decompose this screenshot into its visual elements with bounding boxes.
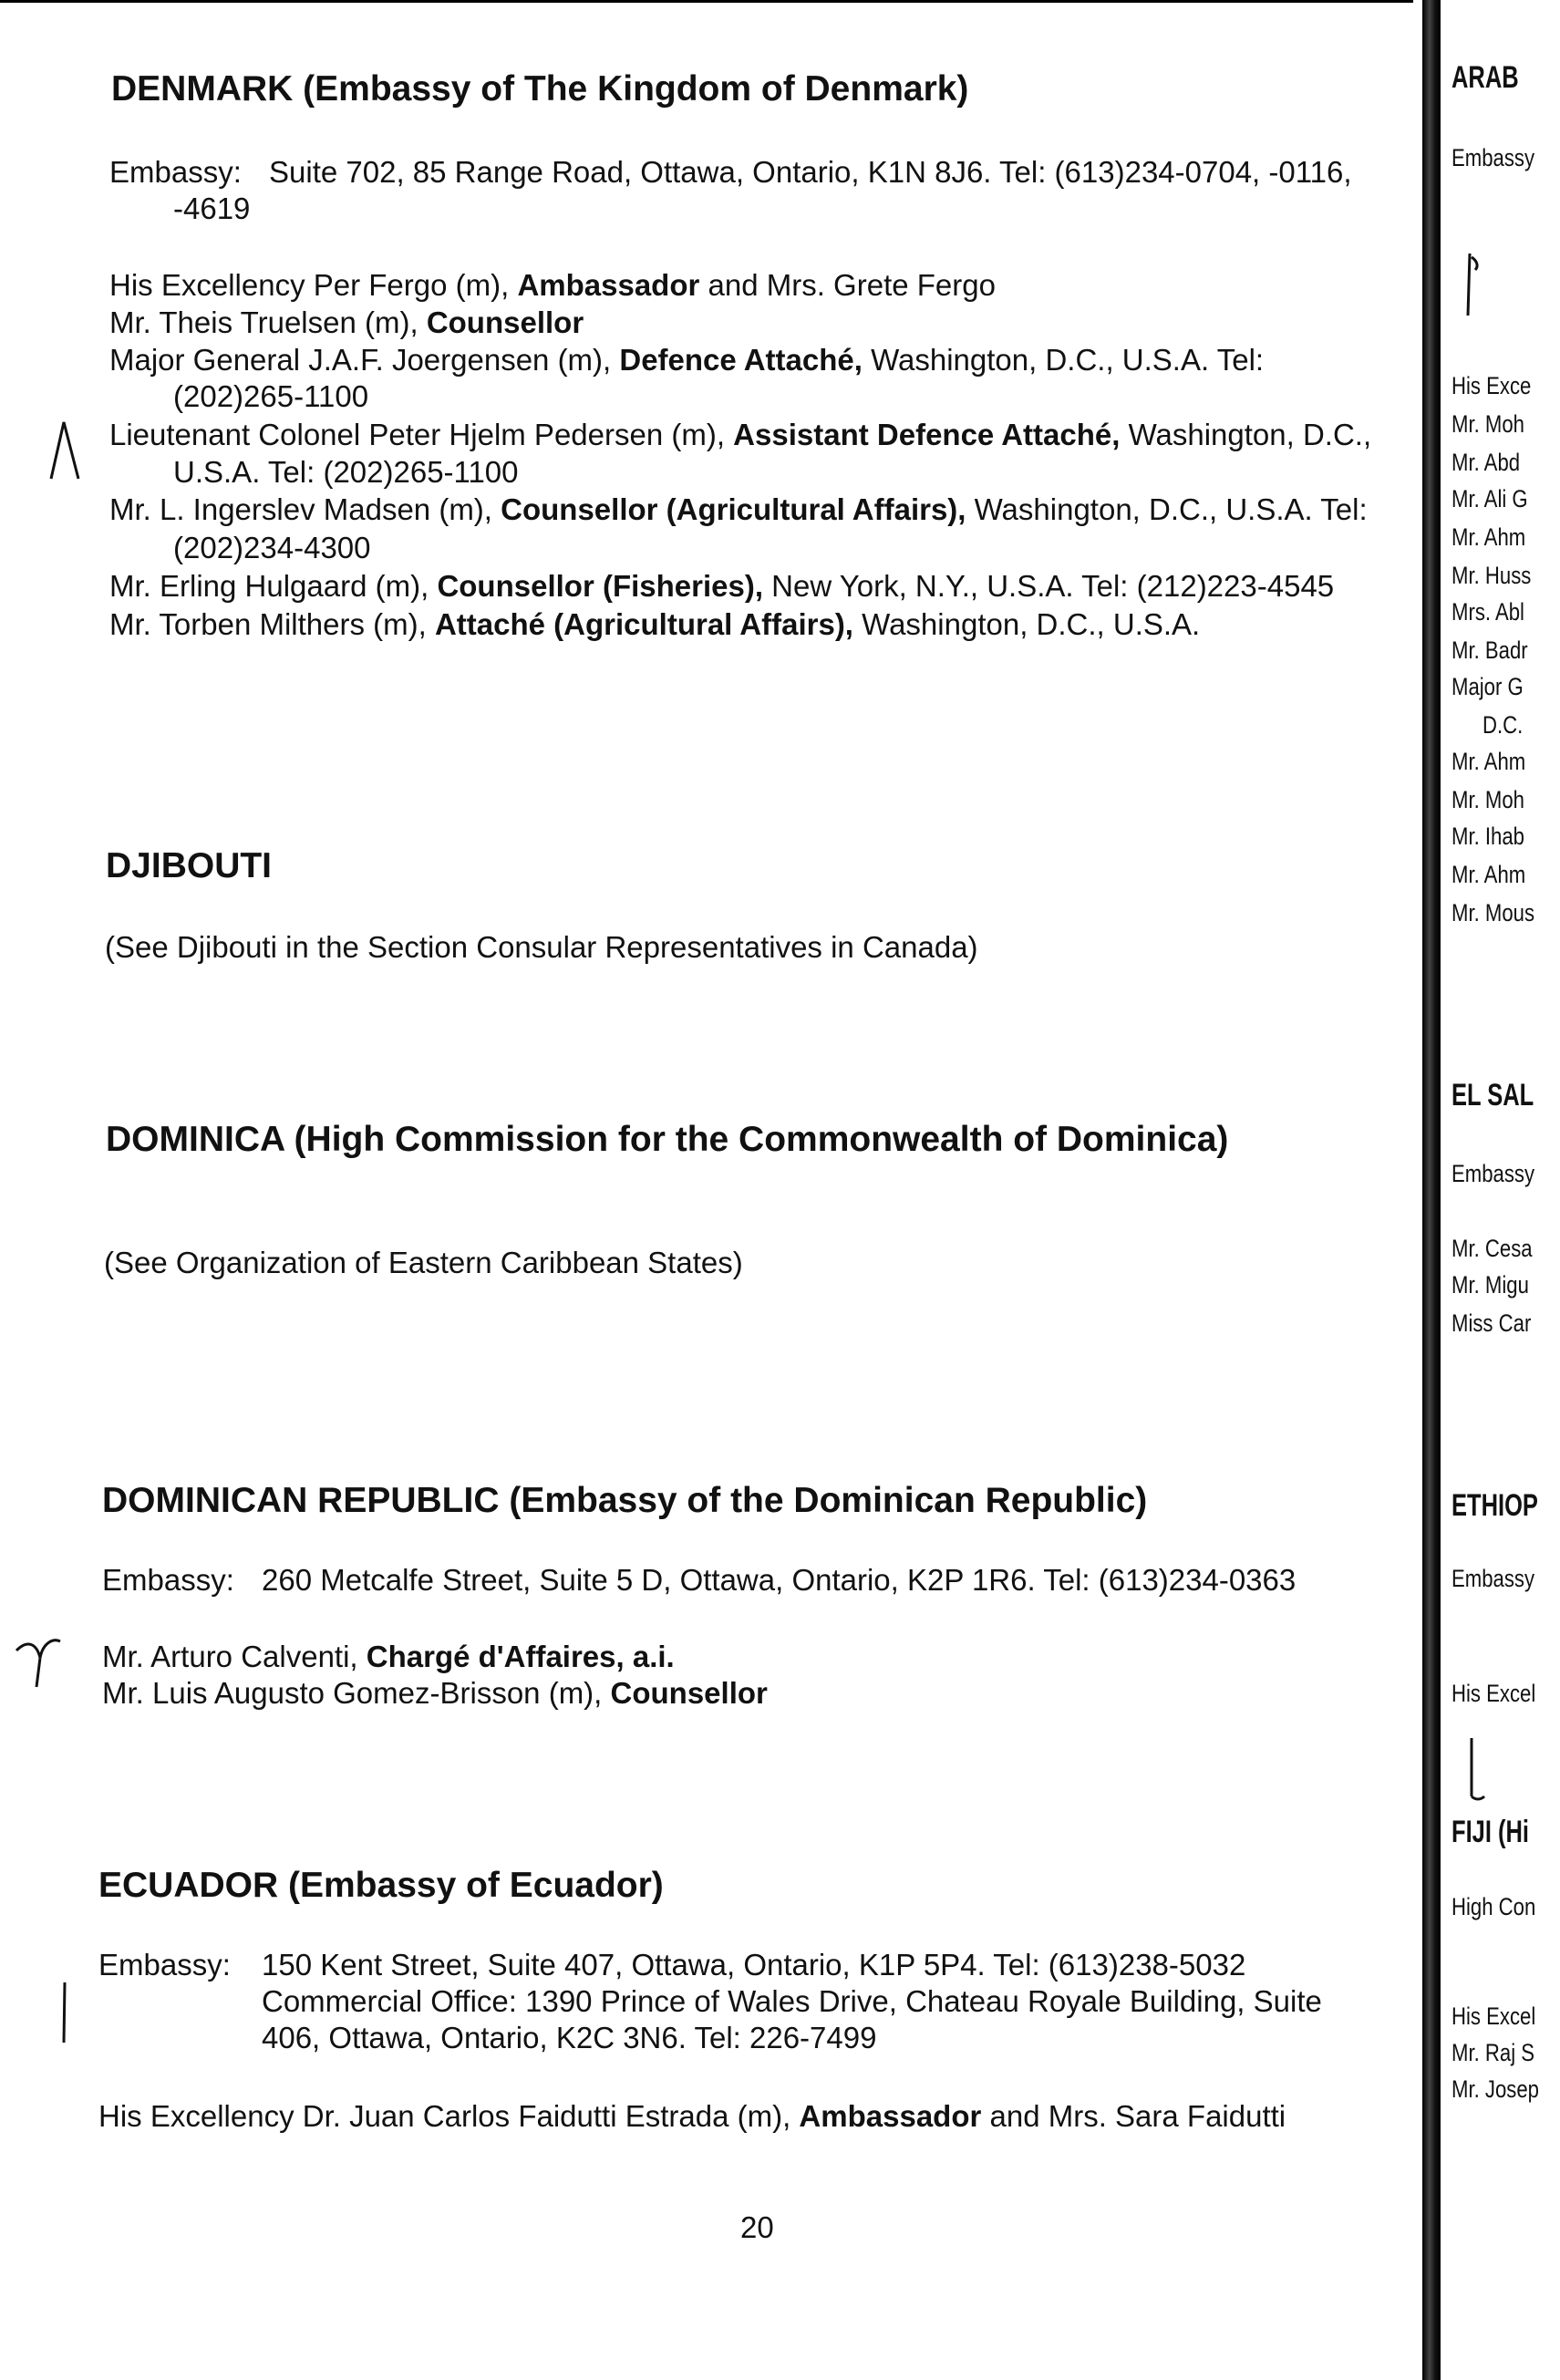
staff-detail: Washington, D.C., U.S.A. Tel:: [966, 492, 1368, 526]
page-number: 20: [740, 2210, 774, 2244]
staff-title: Assistant Defence Attaché,: [733, 418, 1121, 451]
handwritten-caret-mark: [46, 415, 82, 488]
right-col-line: Mr. Ali G: [1452, 485, 1528, 512]
right-col-line: Mr. Ahm: [1452, 748, 1526, 775]
handwritten-bracket-mark: [1457, 248, 1484, 321]
right-col-heading: EL SAL: [1452, 1078, 1534, 1112]
staff-name: Mr. Theis Truelsen (m),: [109, 305, 427, 339]
right-col-line: Miss Car: [1452, 1309, 1532, 1337]
denmark-embassy-address-cont: -4619: [173, 191, 251, 225]
staff-detail: and Mrs. Sara Faidutti: [981, 2099, 1286, 2133]
right-col-line: Mr. Mous: [1452, 899, 1535, 926]
denmark-staff-cont: (202)234-4300: [173, 531, 371, 564]
staff-name: Mr. Erling Hulgaard (m),: [109, 569, 438, 603]
denmark-embassy-label: Embassy:: [109, 155, 242, 189]
staff-title: Counsellor: [610, 1676, 768, 1710]
staff-detail: Washington, D.C., U.S.A.: [852, 607, 1201, 641]
right-col-line: High Con: [1452, 1893, 1536, 1920]
right-col-line: Embassy: [1452, 144, 1535, 171]
right-col-line: Mr. Moh: [1452, 786, 1524, 813]
right-col-line: Mr. Moh: [1452, 410, 1524, 438]
denmark-staff-row: [109, 416, 1371, 454]
staff-name: His Excellency Per Fergo (m),: [109, 268, 518, 302]
staff-name: Mr. Luis Augusto Gomez-Brisson (m),: [102, 1676, 611, 1710]
denmark-staff-row: [109, 341, 1264, 379]
handwritten-check-mark: [13, 1634, 64, 1692]
denmark-staff-row: [109, 491, 1368, 529]
right-col-line: Mr. Migu: [1452, 1271, 1529, 1299]
right-col-line: Major G: [1452, 673, 1524, 700]
right-col-line: D.C.: [1483, 711, 1524, 739]
denmark-staff-row: [109, 605, 1200, 644]
dominican-republic-embassy-address: 260 Metcalfe Street, Suite 5 D, Ottawa, Ontario, K2P 1R6. Tel: (613)234-0363: [262, 1563, 1297, 1597]
right-col-line: Mr. Josep: [1452, 2075, 1539, 2103]
staff-title: Counsellor (Agricultural Affairs),: [501, 492, 966, 526]
denmark-embassy-address: Suite 702, 85 Range Road, Ottawa, Ontario, K1N 8J6. Tel: (613)234-0704, -0116,: [269, 155, 1352, 189]
staff-title: Ambassador: [517, 268, 700, 302]
right-col-line: Mr. Ahm: [1452, 523, 1526, 551]
staff-title: Counsellor: [426, 305, 584, 339]
staff-detail: New York, N.Y., U.S.A. Tel: (212)223-4545: [763, 569, 1335, 603]
dominican-republic-staff-row: [102, 1638, 675, 1676]
staff-title: Ambassador: [799, 2099, 982, 2133]
right-col-line: His Excel: [1452, 2002, 1536, 2030]
staff-title: Counsellor (Fisheries),: [437, 569, 764, 603]
right-col-line: Mr. Raj S: [1452, 2039, 1535, 2066]
right-col-heading: FIJI (Hi: [1452, 1815, 1530, 1849]
denmark-staff-row: [109, 304, 584, 342]
djibouti-heading: DJIBOUTI: [106, 846, 273, 885]
staff-name: Lieutenant Colonel Peter Hjelm Pedersen (m),: [109, 418, 734, 451]
right-col-line: Mr. Abd: [1452, 449, 1521, 476]
right-col-line: Mr. Badr: [1452, 636, 1528, 664]
staff-name: Mr. Torben Milthers (m),: [109, 607, 435, 641]
staff-name: His Excellency Dr. Juan Carlos Faidutti Estrada (m),: [98, 2099, 800, 2133]
right-col-line: Mr. Ihab: [1452, 823, 1524, 850]
ecuador-heading: ECUADOR (Embassy of Ecuador): [98, 1866, 664, 1905]
right-page-fragment: [1441, 0, 1560, 2380]
book-spine: [1422, 0, 1441, 2380]
ecuador-staff-row: [98, 2097, 1286, 2136]
staff-detail: Washington, D.C.,: [1120, 418, 1372, 451]
right-col-line: Mr. Ahm: [1452, 861, 1526, 888]
handwritten-vertical-mark: [57, 1979, 71, 2048]
right-col-line: His Exce: [1452, 372, 1532, 399]
dominican-republic-embassy-label: Embassy:: [102, 1563, 234, 1597]
staff-detail: Washington, D.C., U.S.A. Tel:: [862, 343, 1265, 377]
denmark-staff-cont: (202)265-1100: [173, 379, 369, 413]
dominica-heading: DOMINICA (High Commission for the Commonwealth of Dominica): [106, 1120, 1229, 1159]
denmark-heading: DENMARK (Embassy of The Kingdom of Denmark): [111, 69, 969, 109]
denmark-staff-row: [109, 567, 1334, 605]
staff-detail: and Mrs. Grete Fergo: [699, 268, 996, 302]
denmark-staff-row: [109, 266, 996, 305]
right-col-heading: ARAB: [1452, 60, 1519, 95]
dominica-note: (See Organization of Eastern Caribbean States): [104, 1246, 743, 1279]
dominican-republic-heading: DOMINICAN REPUBLIC (Embassy of the Dominican Republic): [102, 1481, 1148, 1520]
denmark-staff-cont: U.S.A. Tel: (202)265-1100: [173, 455, 519, 489]
staff-name: Mr. Arturo Calventi,: [102, 1640, 367, 1673]
ecuador-embassy-label: Embassy:: [98, 1948, 231, 1982]
ecuador-commercial-office-cont: 406, Ottawa, Ontario, K2C 3N6. Tel: 226-7499: [262, 2021, 877, 2054]
ecuador-embassy-address: 150 Kent Street, Suite 407, Ottawa, Ontario, K1P 5P4. Tel: (613)238-5032: [262, 1948, 1246, 1982]
right-col-line: Mr. Huss: [1452, 562, 1532, 589]
handwritten-bracket-mark: [1461, 1733, 1488, 1806]
staff-title: Defence Attaché,: [619, 343, 863, 377]
staff-name: Major General J.A.F. Joergensen (m),: [109, 343, 620, 377]
right-col-line: Mr. Cesa: [1452, 1235, 1533, 1262]
right-col-line: Mrs. Abl: [1452, 598, 1524, 626]
right-col-line: His Excel: [1452, 1680, 1536, 1707]
right-col-line: Embassy: [1452, 1565, 1535, 1592]
staff-name: Mr. L. Ingerslev Madsen (m),: [109, 492, 501, 526]
ecuador-commercial-office: Commercial Office: 1390 Prince of Wales Drive, Chateau Royale Building, Suite: [262, 1984, 1322, 2018]
djibouti-note: (See Djibouti in the Section Consular Representatives in Canada): [105, 930, 978, 964]
staff-title: Attaché (Agricultural Affairs),: [434, 607, 853, 641]
staff-title: Chargé d'Affaires, a.i.: [366, 1640, 675, 1673]
right-col-line: Embassy: [1452, 1160, 1535, 1187]
right-col-heading: ETHIOP: [1452, 1488, 1538, 1523]
dominican-republic-staff-row: [102, 1674, 768, 1713]
